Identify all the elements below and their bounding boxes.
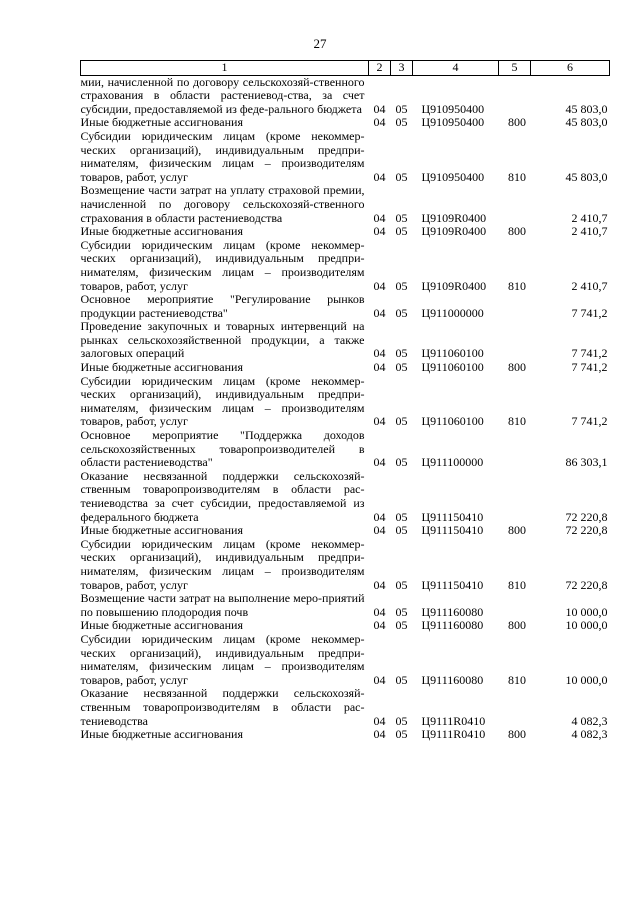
row-section: 04 [373, 360, 386, 375]
table-row [81, 184, 610, 225]
table-row [81, 728, 610, 742]
row-target-code: Ц910950400 [421, 101, 485, 116]
row-target-code: Ц911100000 [421, 455, 484, 470]
column-header: 3 [391, 61, 413, 76]
page-number: 27 [313, 36, 327, 51]
row-subsection: 05 [395, 278, 408, 293]
row-target-code: Ц910950400 [421, 169, 485, 184]
row-expense-type: 800 [508, 727, 526, 742]
row-target-code: Ц911150410 [421, 577, 484, 592]
row-expense-type: 800 [508, 224, 526, 239]
row-subsection: 05 [395, 455, 408, 470]
row-subsection: 05 [395, 509, 408, 524]
row-expense-type: 810 [508, 414, 526, 429]
row-name: Проведение закупочных и товарных интервенций на рынках сельскохозяйственной продукции, а также залоговых операций [80, 319, 365, 361]
row-name: мии, начисленной по договору сельскохозяй-ственного страхования в области растениевод-ства, за счет субсидии, предоставляемой из феде-рального бюджета [80, 74, 365, 116]
column-header: 6 [531, 61, 610, 76]
row-subsection: 05 [395, 360, 408, 375]
row-expense-type [499, 687, 531, 728]
row-name: Иные бюджетные ассигнования [80, 727, 243, 742]
row-expense-type: 800 [508, 360, 526, 375]
column-header: 4 [413, 61, 499, 76]
table-row [81, 116, 610, 130]
row-amount: 7 741,2 [571, 305, 608, 320]
row-section: 04 [373, 278, 386, 293]
row-section: 04 [373, 672, 386, 687]
row-section: 04 [373, 727, 386, 742]
row-target-code: Ц911060100 [421, 414, 484, 429]
table-row [81, 592, 610, 619]
row-name: Оказание несвязанной поддержки сельскохозяй-ственным товаропроизводителям в области рас-тениеводства за счет субсидии, предоставляемой из федерального бюджета [80, 468, 365, 524]
row-target-code: Ц911000000 [421, 305, 484, 320]
table-row [81, 375, 610, 429]
row-amount: 72 220,8 [565, 523, 608, 538]
table-row [81, 524, 610, 538]
row-expense-type [499, 320, 531, 361]
row-amount: 7 741,2 [571, 346, 608, 361]
row-name: Иные бюджетные ассигнования [80, 618, 243, 633]
row-target-code: Ц911060100 [421, 346, 484, 361]
row-expense-type: 810 [508, 577, 526, 592]
table-header-row [81, 61, 610, 76]
row-target-code: Ц911160080 [421, 604, 484, 619]
table-row [81, 619, 610, 633]
row-amount: 45 803,0 [565, 169, 608, 184]
row-amount: 2 410,7 [571, 210, 608, 225]
row-subsection: 05 [395, 713, 408, 728]
row-name: Основное мероприятие "Поддержка доходов сельскохозяйственных товаропроизводителей в области растениеводства" [80, 428, 365, 470]
row-expense-type [499, 293, 531, 320]
row-target-code: Ц911160080 [421, 618, 484, 633]
row-amount: 45 803,0 [565, 115, 608, 130]
row-target-code: Ц911160080 [421, 672, 484, 687]
row-amount: 72 220,8 [565, 509, 608, 524]
row-subsection: 05 [395, 727, 408, 742]
row-amount: 7 741,2 [571, 360, 608, 375]
row-target-code: Ц911150410 [421, 523, 484, 538]
row-target-code: Ц9109R0400 [421, 278, 487, 293]
row-name: Возмещение части затрат на уплату страховой премии, начисленной по договору сельскохозяй-ственного страхования в области растениеводства [80, 183, 365, 225]
row-amount: 2 410,7 [571, 278, 608, 293]
table-row [81, 130, 610, 184]
row-expense-type: 800 [508, 115, 526, 130]
row-target-code: Ц9109R0400 [421, 224, 487, 239]
row-amount: 45 803,0 [565, 101, 608, 116]
row-section: 04 [373, 210, 386, 225]
row-name: Иные бюджетные ассигнования [80, 115, 243, 130]
table-row [81, 470, 610, 524]
row-amount: 10 000,0 [565, 604, 608, 619]
row-section: 04 [373, 169, 386, 184]
table-row [81, 293, 610, 320]
column-header: 1 [81, 61, 369, 76]
row-section: 04 [373, 115, 386, 130]
row-section: 04 [373, 224, 386, 239]
row-amount: 4 082,3 [571, 713, 608, 728]
table-row [81, 633, 610, 687]
row-expense-type [499, 184, 531, 225]
row-expense-type [499, 429, 531, 470]
row-amount: 7 741,2 [571, 414, 608, 429]
table-row [81, 320, 610, 361]
table-row [81, 429, 610, 470]
row-subsection: 05 [395, 346, 408, 361]
row-target-code: Ц9111R0410 [421, 713, 486, 728]
row-target-code: Ц911060100 [421, 360, 484, 375]
row-expense-type: 800 [508, 618, 526, 633]
table-row [81, 239, 610, 293]
row-name: Оказание несвязанной поддержки сельскохозяй-ственным товаропроизводителям в области рас-тениеводства [80, 686, 365, 728]
column-header: 2 [369, 61, 391, 76]
row-expense-type: 810 [508, 278, 526, 293]
row-section: 04 [373, 305, 386, 320]
row-name: Основное мероприятие "Регулирование рынков продукции растениеводства" [80, 292, 365, 320]
row-expense-type: 810 [508, 169, 526, 184]
column-header: 5 [499, 61, 531, 76]
row-subsection: 05 [395, 115, 408, 130]
row-section: 04 [373, 577, 386, 592]
row-amount: 86 303,1 [565, 455, 608, 470]
row-subsection: 05 [395, 305, 408, 320]
row-subsection: 05 [395, 618, 408, 633]
row-subsection: 05 [395, 672, 408, 687]
row-subsection: 05 [395, 604, 408, 619]
row-name: Субсидии юридическим лицам (кроме некоммер-ческих организаций), индивидуальным предпри-нимателям, физическим лицам – производителям товаров, работ, услуг [80, 631, 365, 687]
row-amount: 10 000,0 [565, 672, 608, 687]
row-section: 04 [373, 523, 386, 538]
row-section: 04 [373, 346, 386, 361]
row-expense-type [499, 592, 531, 619]
row-name: Иные бюджетные ассигнования [80, 360, 243, 375]
row-expense-type [499, 75, 531, 116]
row-subsection: 05 [395, 169, 408, 184]
row-amount: 10 000,0 [565, 618, 608, 633]
row-name: Субсидии юридическим лицам (кроме некоммер-ческих организаций), индивидуальным предпри-нимателям, физическим лицам – производителям товаров, работ, услуг [80, 237, 365, 293]
row-section: 04 [373, 604, 386, 619]
table-row [81, 538, 610, 592]
row-section: 04 [373, 414, 386, 429]
row-amount: 2 410,7 [571, 224, 608, 239]
row-name: Иные бюджетные ассигнования [80, 523, 243, 538]
row-section: 04 [373, 618, 386, 633]
row-subsection: 05 [395, 224, 408, 239]
row-name: Субсидии юридическим лицам (кроме некоммер-ческих организаций), индивидуальным предпри-нимателям, физическим лицам – производителям товаров, работ, услуг [80, 373, 365, 429]
row-subsection: 05 [395, 414, 408, 429]
row-subsection: 05 [395, 523, 408, 538]
row-subsection: 05 [395, 577, 408, 592]
row-section: 04 [373, 509, 386, 524]
table-row [81, 687, 610, 728]
table-row [81, 361, 610, 375]
table-row [81, 75, 610, 116]
budget-table [80, 60, 610, 742]
row-expense-type [499, 470, 531, 524]
row-section: 04 [373, 455, 386, 470]
row-amount: 4 082,3 [571, 727, 608, 742]
row-target-code: Ц911150410 [421, 509, 484, 524]
table-row [81, 225, 610, 239]
row-expense-type: 810 [508, 672, 526, 687]
row-section: 04 [373, 101, 386, 116]
row-expense-type: 800 [508, 523, 526, 538]
row-target-code: Ц9109R0400 [421, 210, 487, 225]
row-name: Возмещение части затрат на выполнение меро-приятий по повышению плодородия почв [80, 591, 365, 619]
row-subsection: 05 [395, 210, 408, 225]
row-name: Субсидии юридическим лицам (кроме некоммер-ческих организаций), индивидуальным предпри-нимателям, физическим лицам – производителям товаров, работ, услуг [80, 536, 365, 592]
row-target-code: Ц9111R0410 [421, 727, 486, 742]
row-amount: 72 220,8 [565, 577, 608, 592]
row-target-code: Ц910950400 [421, 115, 485, 130]
row-subsection: 05 [395, 101, 408, 116]
row-name: Субсидии юридическим лицам (кроме некоммер-ческих организаций), индивидуальным предпри-нимателям, физическим лицам – производителям товаров, работ, услуг [80, 128, 365, 184]
row-section: 04 [373, 713, 386, 728]
row-name: Иные бюджетные ассигнования [80, 224, 243, 239]
